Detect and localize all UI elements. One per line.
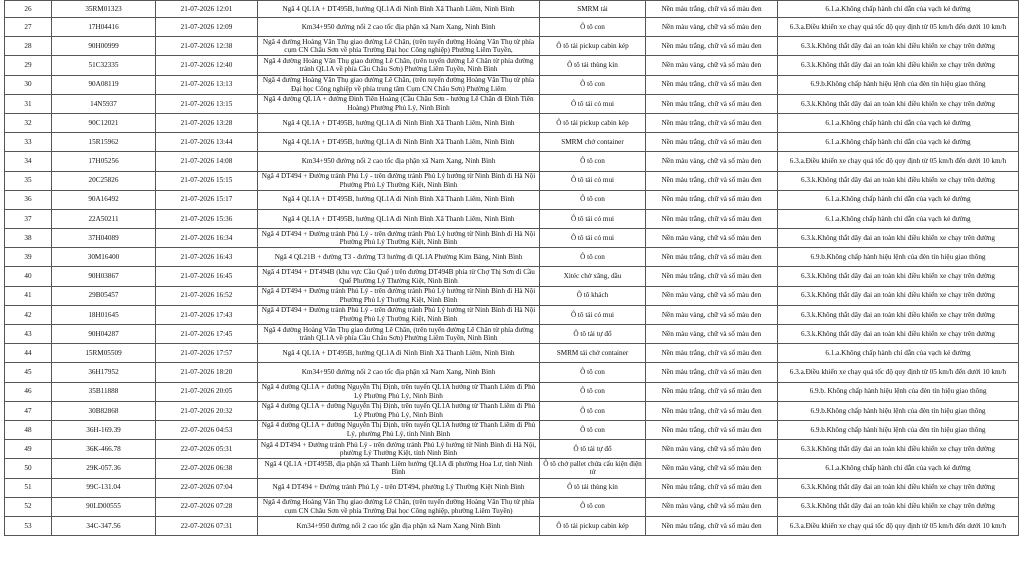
location-cell: Ngã 4 đường QL1A + đường Nguyễn Thị Định, trên tuyến QL1A hướng từ Thanh Liêm đi Phủ Lý, phường Phủ Lý, tỉnh Ninh Bình bbox=[258, 420, 540, 439]
violations-table bbox=[4, 0, 1019, 536]
location-cell: Ngã 4 DT494 + Đường tránh Phủ Lý - trên đường tránh Phủ Lý hướng từ Ninh Bình đi Hà Nội Phường Phủ Lý Thường Kiệt, Ninh Bình bbox=[258, 229, 540, 248]
violation-time-cell: 22-07-2026 07:04 bbox=[156, 478, 258, 497]
location-cell: Ngã 4 QL1A + DT495B, hướng QL1A đi Ninh Bình Xã Thanh Liêm, Ninh Bình bbox=[258, 344, 540, 363]
row-number-cell: 30 bbox=[5, 75, 52, 94]
location-cell: Ngã 4 DT494 + Đường tránh Phủ Lý - trên đường tránh Phủ Lý hướng từ Ninh Bình đi Hà Nội Phường Phủ Lý Thường Kiệt, Ninh Bình bbox=[258, 286, 540, 305]
table-row bbox=[5, 1, 1019, 18]
violation-time-cell: 22-07-2026 04:53 bbox=[156, 420, 258, 439]
plate-number-cell: 90A16492 bbox=[52, 190, 156, 209]
vehicle-type-cell: Ô tô con bbox=[540, 497, 646, 516]
violation-time-cell: 21-07-2026 15:17 bbox=[156, 190, 258, 209]
plate-number-cell: 36H-169.39 bbox=[52, 420, 156, 439]
violation-cell: 6.1.a.Không chấp hành chỉ dẫn của vạch kẻ đường bbox=[778, 1, 1019, 18]
plate-number-cell: 90H04287 bbox=[52, 325, 156, 344]
plate-color-cell: Nền màu trắng, chữ và số màu đen bbox=[646, 1, 778, 18]
violation-time-cell: 21-07-2026 17:43 bbox=[156, 305, 258, 324]
violation-time-cell: 21-07-2026 15:36 bbox=[156, 209, 258, 228]
row-number-cell: 41 bbox=[5, 286, 52, 305]
vehicle-type-cell: Ô tô con bbox=[540, 248, 646, 267]
table-row bbox=[5, 497, 1019, 516]
vehicle-type-cell: Ô tô tải thùng kín bbox=[540, 478, 646, 497]
location-cell: Ngã 4 đường Hoàng Văn Thụ giao đường Lê Chân, (trên tuyến đường Hoàng Văn Thụ từ phía cụm CN Châu Sơn về phía Trường Đại học Công nghiệp) Phường Liêm Tuyền, bbox=[258, 37, 540, 56]
violation-time-cell: 21-07-2026 12:09 bbox=[156, 18, 258, 37]
location-cell: Ngã 4 DT494 + Đường tránh Phủ Lý - trên đường tránh Phủ Lý hướng từ Ninh Bình đi Hà Nội Phường Phủ Lý Thường Kiệt, Ninh Bình bbox=[258, 171, 540, 190]
plate-color-cell: Nền màu vàng, chữ và số màu đen bbox=[646, 440, 778, 459]
plate-color-cell: Nền màu trắng, chữ và số màu đen bbox=[646, 133, 778, 152]
row-number-cell: 50 bbox=[5, 459, 52, 478]
violation-time-cell: 22-07-2026 07:28 bbox=[156, 497, 258, 516]
table-row bbox=[5, 152, 1019, 171]
violation-cell: 6.3.k.Không thắt dây đai an toàn khi điều khiển xe chạy trên đường bbox=[778, 305, 1019, 324]
plate-color-cell: Nền màu vàng, chữ và số màu đen bbox=[646, 56, 778, 75]
plate-color-cell: Nền màu trắng, chữ và số màu đen bbox=[646, 478, 778, 497]
plate-number-cell: 14N5937 bbox=[52, 94, 156, 113]
violation-cell: 6.3.a.Điều khiển xe chạy quá tốc độ quy định từ 05 km/h đến dưới 10 km/h bbox=[778, 152, 1019, 171]
violation-cell: 6.3.a.Điều khiển xe chạy quá tốc độ quy định từ 05 km/h đến dưới 10 km/h bbox=[778, 516, 1019, 535]
plate-color-cell: Nền màu trắng, chữ và số màu đen bbox=[646, 267, 778, 286]
plate-number-cell: 90LD00555 bbox=[52, 497, 156, 516]
row-number-cell: 43 bbox=[5, 325, 52, 344]
location-cell: Ngã 4 QL1A +DT495B, địa phận xã Thanh Liêm hướng QL1A đi phường Hoa Lư, tỉnh Ninh Bình bbox=[258, 459, 540, 478]
location-cell: Ngã 4 QL1A + DT495B, hướng QL1A đi Ninh Bình Xã Thanh Liêm, Ninh Bình bbox=[258, 113, 540, 132]
plate-number-cell: 37H04089 bbox=[52, 229, 156, 248]
location-cell: Ngã 4 DT494 + Đường tránh Phủ Lý - trên đường tránh Phủ Lý hướng từ Ninh Bình đi Hà Nội Phường Phủ Lý Thường Kiệt, Ninh Bình bbox=[258, 305, 540, 324]
table-row bbox=[5, 344, 1019, 363]
row-number-cell: 34 bbox=[5, 152, 52, 171]
table-row bbox=[5, 171, 1019, 190]
violation-cell: 6.3.k.Không thắt dây đai an toàn khi điều khiển xe chạy trên đường bbox=[778, 286, 1019, 305]
vehicle-type-cell: Ô tô con bbox=[540, 420, 646, 439]
row-number-cell: 32 bbox=[5, 113, 52, 132]
location-cell: Ngã 4 QL1A + DT495B, hướng QL1A đi Ninh Bình Xã Thanh Liêm, Ninh Bình bbox=[258, 1, 540, 18]
violation-cell: 6.9.b. Không chấp hành hiệu lệnh của đèn tín hiệu giao thông bbox=[778, 382, 1019, 401]
row-number-cell: 35 bbox=[5, 171, 52, 190]
violation-cell: 6.1.a.Không chấp hành chỉ dẫn của vạch kẻ đường bbox=[778, 113, 1019, 132]
violation-cell: 6.9.b.Không chấp hành hiệu lệnh của đèn tín hiệu giao thông bbox=[778, 401, 1019, 420]
plate-color-cell: Nền màu trắng, chữ và số màu đen bbox=[646, 516, 778, 535]
plate-color-cell: Nền màu vàng, chữ và số màu đen bbox=[646, 286, 778, 305]
violation-time-cell: 21-07-2026 20:32 bbox=[156, 401, 258, 420]
vehicle-type-cell: Ô tô tải tự đổ bbox=[540, 325, 646, 344]
table-row bbox=[5, 325, 1019, 344]
row-number-cell: 48 bbox=[5, 420, 52, 439]
vehicle-type-cell: Ô tô tải tự đổ bbox=[540, 440, 646, 459]
plate-number-cell: 15RM05509 bbox=[52, 344, 156, 363]
vehicle-type-cell: SMRM chở container bbox=[540, 133, 646, 152]
vehicle-type-cell: Ô tô tải có mui bbox=[540, 229, 646, 248]
vehicle-type-cell: Ô tô con bbox=[540, 152, 646, 171]
violation-time-cell: 22-07-2026 06:38 bbox=[156, 459, 258, 478]
table-row bbox=[5, 37, 1019, 56]
plate-number-cell: 30B82868 bbox=[52, 401, 156, 420]
violation-time-cell: 21-07-2026 17:45 bbox=[156, 325, 258, 344]
table-row bbox=[5, 56, 1019, 75]
plate-number-cell: 36K-466.78 bbox=[52, 440, 156, 459]
violation-cell: 6.3.k.Không thắt dây đai an toàn khi điều khiển xe chạy trên đường bbox=[778, 497, 1019, 516]
table-body bbox=[5, 1, 1019, 536]
table-row bbox=[5, 420, 1019, 439]
plate-number-cell: 20C25826 bbox=[52, 171, 156, 190]
violation-cell: 6.3.k.Không thắt dây đai an toàn khi điều khiển xe chạy trên đường bbox=[778, 56, 1019, 75]
plate-number-cell: 22A50211 bbox=[52, 209, 156, 228]
row-number-cell: 31 bbox=[5, 94, 52, 113]
violation-time-cell: 21-07-2026 20:05 bbox=[156, 382, 258, 401]
row-number-cell: 51 bbox=[5, 478, 52, 497]
row-number-cell: 44 bbox=[5, 344, 52, 363]
plate-number-cell: 90A08119 bbox=[52, 75, 156, 94]
vehicle-type-cell: Ô tô tải pickup cabin kép bbox=[540, 113, 646, 132]
plate-number-cell: 34C-347.56 bbox=[52, 516, 156, 535]
plate-number-cell: 30M16400 bbox=[52, 248, 156, 267]
violation-time-cell: 21-07-2026 13:28 bbox=[156, 113, 258, 132]
vehicle-type-cell: Ô tô tải có mui bbox=[540, 209, 646, 228]
violation-time-cell: 21-07-2026 16:52 bbox=[156, 286, 258, 305]
plate-color-cell: Nền màu trắng, chữ và số màu đen bbox=[646, 37, 778, 56]
plate-number-cell: 35RM01323 bbox=[52, 1, 156, 18]
row-number-cell: 28 bbox=[5, 37, 52, 56]
table-row bbox=[5, 133, 1019, 152]
table-row bbox=[5, 94, 1019, 113]
violation-cell: 6.3.k.Không thắt dây đai an toàn khi điều khiển xe chạy trên đường bbox=[778, 171, 1019, 190]
plate-color-cell: Nền màu vàng, chữ và số màu đen bbox=[646, 325, 778, 344]
plate-color-cell: Nền màu trắng, chữ và số màu đen bbox=[646, 420, 778, 439]
location-cell: Km34+950 đường nối 2 cao tốc địa phận xã Nam Xang, Ninh Bình bbox=[258, 363, 540, 382]
vehicle-type-cell: Ô tô tải thùng kín bbox=[540, 56, 646, 75]
row-number-cell: 27 bbox=[5, 18, 52, 37]
plate-color-cell: Nền màu trắng, chữ và số màu đen bbox=[646, 248, 778, 267]
row-number-cell: 36 bbox=[5, 190, 52, 209]
vehicle-type-cell: Ô tô khách bbox=[540, 286, 646, 305]
plate-color-cell: Nền màu trắng, chữ và số màu đen bbox=[646, 363, 778, 382]
plate-color-cell: Nền màu vàng, chữ và số màu đen bbox=[646, 229, 778, 248]
plate-number-cell: 17H04416 bbox=[52, 18, 156, 37]
location-cell: Km34+950 đường nối 2 cao tốc gần địa phận xã Nam Xang Ninh Bình bbox=[258, 516, 540, 535]
row-number-cell: 53 bbox=[5, 516, 52, 535]
violation-time-cell: 21-07-2026 16:34 bbox=[156, 229, 258, 248]
plate-color-cell: Nền màu trắng, chữ và số màu đen bbox=[646, 382, 778, 401]
plate-number-cell: 36H17952 bbox=[52, 363, 156, 382]
table-row bbox=[5, 516, 1019, 535]
vehicle-type-cell: Ô tô tải pickup cabin kép bbox=[540, 37, 646, 56]
row-number-cell: 39 bbox=[5, 248, 52, 267]
plate-color-cell: Nền màu trắng, chữ và số màu đen bbox=[646, 94, 778, 113]
table-row bbox=[5, 286, 1019, 305]
location-cell: Ngã 4 đường QL1A + đường Nguyễn Thị Định, trên tuyến QL1A hướng từ Thanh Liêm đi Phủ Lý Phường Phủ Lý, Ninh Bình bbox=[258, 382, 540, 401]
plate-number-cell: 90H03867 bbox=[52, 267, 156, 286]
vehicle-type-cell: Ô tô tải pickup cabin kép bbox=[540, 516, 646, 535]
vehicle-type-cell: SMRM tải chở container bbox=[540, 344, 646, 363]
row-number-cell: 46 bbox=[5, 382, 52, 401]
violation-cell: 6.1.a.Không chấp hành chỉ dẫn của vạch kẻ đường bbox=[778, 209, 1019, 228]
table-row bbox=[5, 382, 1019, 401]
plate-color-cell: Nền màu trắng, chữ và số màu đen bbox=[646, 209, 778, 228]
violation-time-cell: 22-07-2026 05:31 bbox=[156, 440, 258, 459]
table-row bbox=[5, 478, 1019, 497]
plate-number-cell: 51C32335 bbox=[52, 56, 156, 75]
location-cell: Ngã 4 đường QL1A + đường Đinh Tiên Hoàng (Cầu Châu Sơn - hướng Lê Chân đi Đinh Tiên Hoàng) Phường Phủ Lý, Ninh Bình bbox=[258, 94, 540, 113]
table-row bbox=[5, 209, 1019, 228]
violation-cell: 6.9.b.Không chấp hành hiệu lệnh của đèn tín hiệu giao thông bbox=[778, 75, 1019, 94]
violation-cell: 6.1.a.Không chấp hành chỉ dẫn của vạch kẻ đường bbox=[778, 133, 1019, 152]
violation-time-cell: 21-07-2026 12:40 bbox=[156, 56, 258, 75]
row-number-cell: 42 bbox=[5, 305, 52, 324]
plate-number-cell: 18H01645 bbox=[52, 305, 156, 324]
violation-time-cell: 21-07-2026 14:08 bbox=[156, 152, 258, 171]
location-cell: Ngã 4 QL1A + DT495B, hướng QL1A đi Ninh Bình Xã Thanh Liêm, Ninh Bình bbox=[258, 190, 540, 209]
location-cell: Ngã 4 đường Hoàng Văn Thụ giao đường Lê Chân, (trên tuyến đường Hoàng Văn Thụ từ phía cụm CN Châu Sơn về phía Trường Đại học Công nghiệp, phường Liêm Tuyền) bbox=[258, 497, 540, 516]
vehicle-type-cell: Ô tô tải có mui bbox=[540, 305, 646, 324]
vehicle-type-cell: Ô tô con bbox=[540, 190, 646, 209]
table-row bbox=[5, 440, 1019, 459]
violation-time-cell: 21-07-2026 13:15 bbox=[156, 94, 258, 113]
plate-color-cell: Nền màu trắng, chữ và số màu đen bbox=[646, 401, 778, 420]
violation-cell: 6.3.k.Không thắt dây đai an toàn khi điều khiển xe chạy trên đường bbox=[778, 229, 1019, 248]
plate-number-cell: 90C12021 bbox=[52, 113, 156, 132]
violation-cell: 6.3.a.Điều khiển xe chạy quá tốc độ quy định từ 05 km/h đến dưới 10 km/h bbox=[778, 18, 1019, 37]
violation-cell: 6.3.a.Điều khiển xe chạy quá tốc độ quy định từ 05 km/h đến dưới 10 km/h bbox=[778, 363, 1019, 382]
violation-time-cell: 21-07-2026 16:43 bbox=[156, 248, 258, 267]
vehicle-type-cell: Ô tô con bbox=[540, 382, 646, 401]
vehicle-type-cell: Ô tô con bbox=[540, 401, 646, 420]
plate-color-cell: Nền màu vàng, chữ và số màu đen bbox=[646, 305, 778, 324]
table-row bbox=[5, 267, 1019, 286]
vehicle-type-cell: Ô tô con bbox=[540, 18, 646, 37]
vehicle-type-cell: Ô tô tải có mui bbox=[540, 171, 646, 190]
table-row bbox=[5, 113, 1019, 132]
plate-number-cell: 99C-131.04 bbox=[52, 478, 156, 497]
location-cell: Ngã 4 đường Hoàng Văn Thụ giao đường Lê Chân, (trên tuyến đường Lê Chân từ phía đường tránh QL1A về phía Cầu Châu Sơn) Phường Liêm Tuyền, Ninh Bình bbox=[258, 325, 540, 344]
plate-color-cell: Nền màu vàng, chữ và số màu đen bbox=[646, 18, 778, 37]
location-cell: Ngã 4 QL1A + DT495B, hướng QL1A đi Ninh Bình Xã Thanh Liêm, Ninh Bình bbox=[258, 209, 540, 228]
row-number-cell: 29 bbox=[5, 56, 52, 75]
table-row bbox=[5, 190, 1019, 209]
violation-cell: 6.3.k.Không thắt dây đai an toàn khi điều khiển xe chạy trên đường bbox=[778, 94, 1019, 113]
location-cell: Ngã 4 đường Hoàng Văn Thụ giao đường Lê Chân, (trên tuyến đường Hoàng Văn Thụ từ phía Đại học Công nghiệp về phía trung tâm Cụm CN Châu Sơn) Phường Liêm bbox=[258, 75, 540, 94]
vehicle-type-cell: Xitéc chở xăng, dầu bbox=[540, 267, 646, 286]
violation-time-cell: 21-07-2026 16:45 bbox=[156, 267, 258, 286]
table-row bbox=[5, 401, 1019, 420]
location-cell: Ngã 4 đường QL1A + đường Nguyễn Thị Định, trên tuyến QL1A hướng từ Thanh Liêm đi Phủ Lý Phường Phủ Lý, Ninh Bình bbox=[258, 401, 540, 420]
table-row bbox=[5, 363, 1019, 382]
violation-cell: 6.3.k.Không thắt dây đai an toàn khi điều khiển xe chạy trên đường bbox=[778, 440, 1019, 459]
plate-color-cell: Nền màu vàng, chữ và số màu đen bbox=[646, 152, 778, 171]
plate-color-cell: Nền màu trắng, chữ và số màu đen bbox=[646, 344, 778, 363]
row-number-cell: 52 bbox=[5, 497, 52, 516]
plate-number-cell: 15R15962 bbox=[52, 133, 156, 152]
plate-number-cell: 17H05256 bbox=[52, 152, 156, 171]
plate-color-cell: Nền màu trắng, chữ và số màu đen bbox=[646, 171, 778, 190]
row-number-cell: 38 bbox=[5, 229, 52, 248]
plate-number-cell: 29K-057.36 bbox=[52, 459, 156, 478]
row-number-cell: 37 bbox=[5, 209, 52, 228]
vehicle-type-cell: Ô tô con bbox=[540, 363, 646, 382]
row-number-cell: 40 bbox=[5, 267, 52, 286]
plate-color-cell: Nền màu vàng, chữ và số màu đen bbox=[646, 459, 778, 478]
row-number-cell: 26 bbox=[5, 1, 52, 18]
location-cell: Ngã 4 QL1A + DT495B, hướng QL1A đi Ninh Bình Xã Thanh Liêm, Ninh Bình bbox=[258, 133, 540, 152]
location-cell: Ngã 4 DT494 + Đường tránh Phủ Lý - trên đường tránh Phủ Lý hướng từ Ninh Bình đi Hà Nội, phường Lý Thường Kiệt, tỉnh Ninh Bình bbox=[258, 440, 540, 459]
violation-time-cell: 22-07-2026 07:31 bbox=[156, 516, 258, 535]
row-number-cell: 33 bbox=[5, 133, 52, 152]
vehicle-type-cell: Ô tô con bbox=[540, 75, 646, 94]
violation-time-cell: 21-07-2026 12:01 bbox=[156, 1, 258, 18]
violation-time-cell: 21-07-2026 17:57 bbox=[156, 344, 258, 363]
vehicle-type-cell: Ô tô tải có mui bbox=[540, 94, 646, 113]
table-row bbox=[5, 18, 1019, 37]
plate-color-cell: Nền màu trắng, chữ và số màu đen bbox=[646, 75, 778, 94]
violation-cell: 6.1.a.Không chấp hành chỉ dẫn của vạch kẻ đường bbox=[778, 459, 1019, 478]
violation-cell: 6.3.k.Không thắt dây đai an toàn khi điều khiển xe chạy trên đường bbox=[778, 37, 1019, 56]
table-row bbox=[5, 459, 1019, 478]
plate-number-cell: 90H00999 bbox=[52, 37, 156, 56]
plate-color-cell: Nền màu trắng, chữ và số màu đen bbox=[646, 113, 778, 132]
violation-time-cell: 21-07-2026 12:38 bbox=[156, 37, 258, 56]
violation-cell: 6.1.a.Không chấp hành chỉ dẫn của vạch kẻ đường bbox=[778, 190, 1019, 209]
vehicle-type-cell: SMRM tải bbox=[540, 1, 646, 18]
violation-time-cell: 21-07-2026 13:44 bbox=[156, 133, 258, 152]
violation-cell: 6.1.a.Không chấp hành chỉ dẫn của vạch kẻ đường bbox=[778, 344, 1019, 363]
location-cell: Ngã 4 DT494 + Đường tránh Phủ Lý - trên DT494, phường Lý Thường Kiệt Ninh Bình bbox=[258, 478, 540, 497]
location-cell: Km34+950 đường nối 2 cao tốc địa phận xã Nam Xang, Ninh Bình bbox=[258, 152, 540, 171]
plate-color-cell: Nền màu vàng, chữ và số màu đen bbox=[646, 497, 778, 516]
violation-time-cell: 21-07-2026 18:20 bbox=[156, 363, 258, 382]
table-row bbox=[5, 305, 1019, 324]
row-number-cell: 45 bbox=[5, 363, 52, 382]
violation-cell: 6.3.k.Không thắt dây đai an toàn khi điều khiển xe chạy trên đường bbox=[778, 478, 1019, 497]
table-row bbox=[5, 75, 1019, 94]
location-cell: Km34+950 đường nối 2 cao tốc địa phận xã Nam Xang, Ninh Bình bbox=[258, 18, 540, 37]
vehicle-type-cell: Ô tô chở pallet chứa cấu kiện điện tử bbox=[540, 459, 646, 478]
row-number-cell: 49 bbox=[5, 440, 52, 459]
table-row bbox=[5, 248, 1019, 267]
table-row bbox=[5, 229, 1019, 248]
violation-time-cell: 21-07-2026 13:13 bbox=[156, 75, 258, 94]
violation-cell: 6.9.b.Không chấp hành hiệu lệnh của đèn tín hiệu giao thông bbox=[778, 248, 1019, 267]
violation-time-cell: 21-07-2026 15:15 bbox=[156, 171, 258, 190]
violation-cell: 6.9.b.Không chấp hành hiệu lệnh của đèn tín hiệu giao thông bbox=[778, 420, 1019, 439]
row-number-cell: 47 bbox=[5, 401, 52, 420]
location-cell: Ngã 4 DT494 + DT494B (khu vực Cầu Quế ) trên đường DT494B phía từ Chợ Thị Sơn đi Cầu Quế Phường Lý Thường Kiệt, Ninh Bình bbox=[258, 267, 540, 286]
plate-number-cell: 35B11888 bbox=[52, 382, 156, 401]
plate-color-cell: Nền màu trắng, chữ và số màu đen bbox=[646, 190, 778, 209]
location-cell: Ngã 4 đường Hoàng Văn Thụ giao đường Lê Chân, (trên tuyến đường Lê Chân từ phía đường tránh QL1A về phía Cầu Châu Sơn) Phường Liêm Tuyền, Ninh Bình bbox=[258, 56, 540, 75]
violation-cell: 6.3.k.Không thắt dây đai an toàn khi điều khiển xe chạy trên đường bbox=[778, 267, 1019, 286]
location-cell: Ngã 4 QL21B + đường T3 - đường T3 hướng đi QL1A Phường Kim Bảng, Ninh Bình bbox=[258, 248, 540, 267]
violation-cell: 6.3.k.Không thắt dây đai an toàn khi điều khiển xe chạy trên đường bbox=[778, 325, 1019, 344]
plate-number-cell: 29B05457 bbox=[52, 286, 156, 305]
